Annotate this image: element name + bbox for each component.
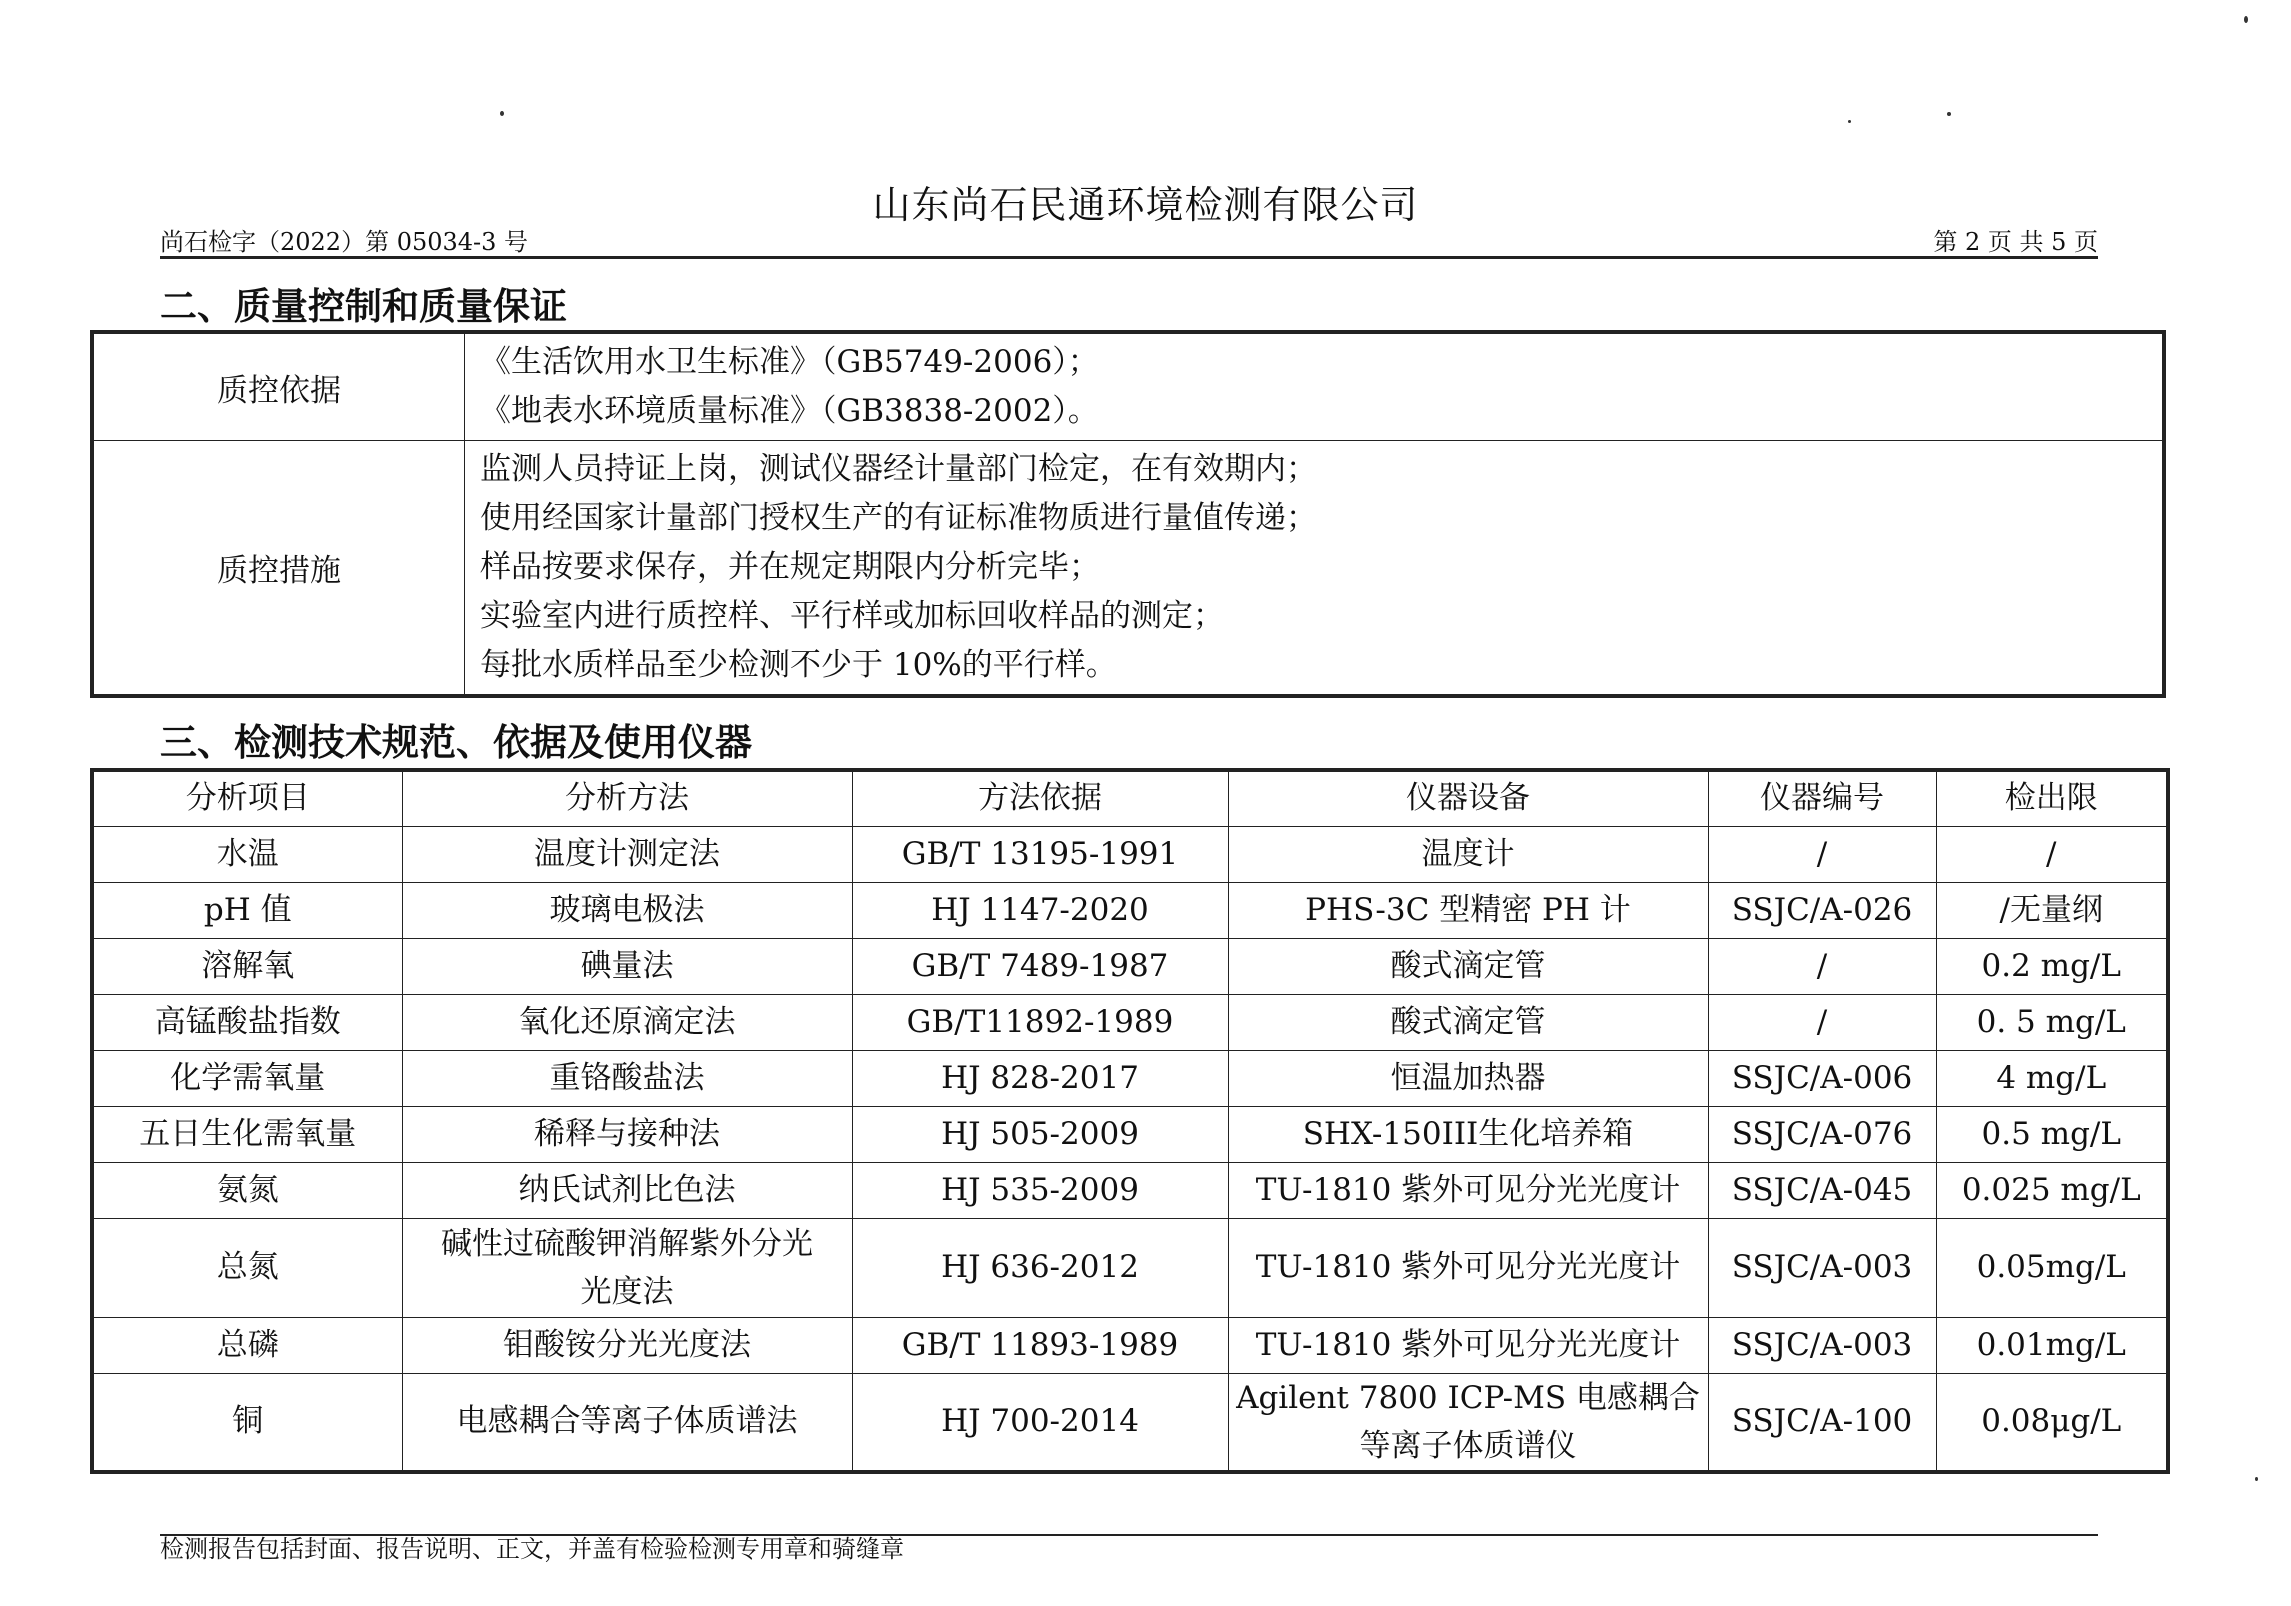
cell-item: 化学需氧量 (92, 1050, 402, 1106)
table-row (92, 1162, 2168, 1218)
cell-device-id: SSJC/A-003 (1708, 1317, 1936, 1373)
cell-detection-limit: 0.05mg/L (1936, 1218, 2168, 1317)
cell-detection-limit: 4 mg/L (1936, 1050, 2168, 1106)
cell-item: 水温 (92, 826, 402, 882)
table-row (92, 1317, 2168, 1373)
cell-device (1228, 1373, 1708, 1472)
cell-device: TU-1810 紫外可见分光光度计 (1228, 1162, 1708, 1218)
qc-line: 样品按要求保存，并在规定期限内分析完毕； (480, 549, 1100, 585)
cell-item: 高锰酸盐指数 (92, 994, 402, 1050)
cell-item: 溶解氧 (92, 938, 402, 994)
cell-detection-limit: 0.025 mg/L (1936, 1162, 2168, 1218)
table-header-row (92, 770, 2168, 826)
cell-standard: GB/T 13195-1991 (852, 826, 1228, 882)
qc-label-measures: 质控措施 (92, 441, 465, 697)
cell-device-id: / (1708, 994, 1936, 1050)
cell-standard: HJ 535-2009 (852, 1162, 1228, 1218)
cell-device: 恒温加热器 (1228, 1050, 1708, 1106)
scan-speck (1947, 112, 1951, 116)
qc-row-measures (92, 441, 2164, 697)
table-row (92, 994, 2168, 1050)
qc-content-basis (465, 332, 2165, 441)
table-row (92, 1106, 2168, 1162)
cell-device: PHS-3C 型精密 PH 计 (1228, 882, 1708, 938)
cell-detection-limit: 0. 5 mg/L (1936, 994, 2168, 1050)
cell-standard: HJ 828-2017 (852, 1050, 1228, 1106)
cell-item: 总氮 (92, 1218, 402, 1317)
scan-speck (500, 111, 504, 116)
column-header: 分析项目 (92, 770, 402, 826)
cell-item: 氨氮 (92, 1162, 402, 1218)
cell-detection-limit: /无量纲 (1936, 882, 2168, 938)
cell-standard: GB/T 11893-1989 (852, 1317, 1228, 1373)
cell-item: 五日生化需氧量 (92, 1106, 402, 1162)
qc-line: 《生活饮用水卫生标准》（GB5749-2006）； (480, 344, 1099, 380)
qc-label-basis: 质控依据 (92, 332, 465, 441)
cell-device-id: SSJC/A-100 (1708, 1373, 1936, 1472)
quality-control-table (90, 330, 2166, 698)
cell-method: 钼酸铵分光光度法 (402, 1317, 852, 1373)
cell-device-id: SSJC/A-076 (1708, 1106, 1936, 1162)
cell-standard: HJ 505-2009 (852, 1106, 1228, 1162)
cell-detection-limit: / (1936, 826, 2168, 882)
scan-speck (1848, 120, 1851, 123)
company-name: 山东尚石民通环境检测有限公司 (872, 183, 1419, 227)
table-row (92, 1218, 2168, 1317)
cell-method: 稀释与接种法 (402, 1106, 852, 1162)
cell-method: 温度计测定法 (402, 826, 852, 882)
cell-standard: GB/T 7489-1987 (852, 938, 1228, 994)
cell-device: TU-1810 紫外可见分光光度计 (1228, 1317, 1708, 1373)
footer-note: 检测报告包括封面、报告说明、正文，并盖有检验检测专用章和骑缝章 (160, 1535, 904, 1563)
cell-method: 纳氏试剂比色法 (402, 1162, 852, 1218)
methods-table (90, 768, 2170, 1474)
cell-method (402, 1218, 852, 1317)
cell-method-line: 碱性过硫酸钾消解紫外分光 (441, 1225, 813, 1262)
report-number: 尚石检字（2022）第 05034-3 号 (160, 228, 529, 256)
cell-method: 碘量法 (402, 938, 852, 994)
cell-device-line: Agilent 7800 ICP-MS 电感耦合 (1236, 1379, 1700, 1416)
qc-row-basis (92, 332, 2164, 441)
cell-detection-limit: 0.08μg/L (1936, 1373, 2168, 1472)
column-header: 仪器设备 (1228, 770, 1708, 826)
cell-detection-limit: 0.2 mg/L (1936, 938, 2168, 994)
column-header: 方法依据 (852, 770, 1228, 826)
cell-method: 电感耦合等离子体质谱法 (402, 1373, 852, 1472)
cell-device: SHX-150III生化培养箱 (1228, 1106, 1708, 1162)
table-row (92, 1050, 2168, 1106)
qc-line: 实验室内进行质控样、平行样或加标回收样品的测定； (480, 598, 1224, 634)
table-row (92, 882, 2168, 938)
qc-content-measures (465, 441, 2165, 697)
cell-detection-limit: 0.01mg/L (1936, 1317, 2168, 1373)
scan-speck (2244, 16, 2248, 23)
table-row (92, 826, 2168, 882)
cell-method: 重铬酸盐法 (402, 1050, 852, 1106)
cell-device-id: SSJC/A-003 (1708, 1218, 1936, 1317)
cell-standard: HJ 636-2012 (852, 1218, 1228, 1317)
cell-device: 温度计 (1228, 826, 1708, 882)
table-row (92, 938, 2168, 994)
cell-device-id: SSJC/A-026 (1708, 882, 1936, 938)
section-title-quality-control: 二、质量控制和质量保证 (160, 284, 567, 328)
column-header: 检出限 (1936, 770, 2168, 826)
qc-line: 使用经国家计量部门授权生产的有证标准物质进行量值传递； (480, 500, 1317, 536)
section-title-methods: 三、检测技术规范、依据及使用仪器 (160, 720, 752, 764)
cell-device: 酸式滴定管 (1228, 938, 1708, 994)
table-row (92, 1373, 2168, 1472)
cell-item: pH 值 (92, 882, 402, 938)
column-header: 分析方法 (402, 770, 852, 826)
column-header: 仪器编号 (1708, 770, 1936, 826)
cell-method: 氧化还原滴定法 (402, 994, 852, 1050)
cell-device-id: / (1708, 938, 1936, 994)
scan-speck (2255, 1477, 2258, 1481)
cell-standard: HJ 1147-2020 (852, 882, 1228, 938)
cell-method: 玻璃电极法 (402, 882, 852, 938)
cell-standard: GB/T11892-1989 (852, 994, 1228, 1050)
cell-standard: HJ 700-2014 (852, 1373, 1228, 1472)
cell-detection-limit: 0.5 mg/L (1936, 1106, 2168, 1162)
cell-device-id: / (1708, 826, 1936, 882)
header-divider (160, 256, 2098, 259)
cell-item: 铜 (92, 1373, 402, 1472)
cell-item: 总磷 (92, 1317, 402, 1373)
page-indicator: 第 2 页 共 5 页 (1933, 228, 2098, 256)
cell-device: 酸式滴定管 (1228, 994, 1708, 1050)
cell-device-id: SSJC/A-006 (1708, 1050, 1936, 1106)
qc-line: 每批水质样品至少检测不少于 10%的平行样。 (480, 647, 1117, 683)
cell-device-line: 等离子体质谱仪 (1359, 1427, 1577, 1464)
qc-line: 监测人员持证上岗，测试仪器经计量部门检定，在有效期内； (480, 451, 1317, 487)
cell-device: TU-1810 紫外可见分光光度计 (1228, 1218, 1708, 1317)
cell-device-id: SSJC/A-045 (1708, 1162, 1936, 1218)
qc-line: 《地表水环境质量标准》（GB3838-2002）。 (480, 393, 1099, 429)
cell-method-line: 光度法 (580, 1273, 674, 1310)
